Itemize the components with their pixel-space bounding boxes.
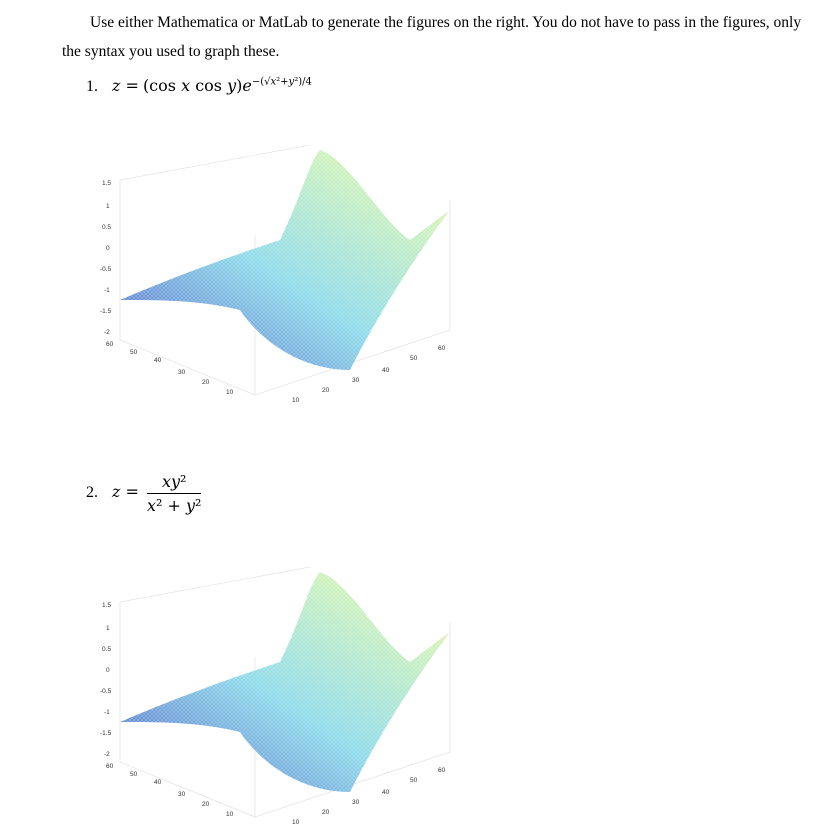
right-tick: 60	[438, 767, 446, 774]
left-tick: 60	[106, 341, 114, 348]
right-tick: 50	[410, 355, 418, 362]
z-tick: -0.5	[100, 266, 112, 273]
left-tick: 50	[130, 349, 138, 356]
right-tick: 10	[292, 397, 300, 404]
right-tick: 30	[352, 799, 360, 806]
surface-plot-2	[80, 562, 480, 832]
z-tick: -2	[104, 751, 110, 758]
right-tick: 40	[382, 367, 390, 374]
problem-2	[86, 472, 201, 515]
fraction-numerator: xy²	[147, 472, 202, 494]
z-axis-ticks	[100, 180, 112, 336]
problem-fraction	[147, 472, 202, 515]
left-tick: 10	[226, 389, 234, 396]
instructions-text: Use either Mathematica or MatLab to generate the figures on the right. You do not have to pass in the figures, only the syntax you used to graph these.	[62, 14, 802, 60]
right-tick: 50	[410, 777, 418, 784]
left-tick: 20	[202, 379, 210, 386]
problem-number: 2.	[86, 484, 98, 502]
right-tick: 40	[382, 789, 390, 796]
z-tick: -1.5	[100, 730, 112, 737]
left-tick: 40	[154, 779, 162, 786]
z-tick: 1	[106, 203, 110, 210]
z-tick: 0.5	[102, 646, 112, 653]
z-tick: -2	[104, 329, 110, 336]
surface-plot-1	[80, 140, 480, 410]
left-tick: 20	[202, 801, 210, 808]
problem-lhs: z =	[112, 482, 139, 502]
right-tick: 10	[292, 819, 300, 826]
z-tick: 0.5	[102, 224, 112, 231]
left-tick: 10	[226, 811, 234, 818]
z-tick: 1.5	[102, 602, 112, 609]
z-tick: -0.5	[100, 688, 112, 695]
z-tick: 0	[106, 667, 110, 674]
z-tick: 1	[106, 625, 110, 632]
left-tick: 40	[154, 357, 162, 364]
fraction-denominator: x² + y²	[146, 496, 202, 515]
surface-plot-svg	[80, 562, 480, 832]
problem-1	[86, 76, 312, 96]
instructions-paragraph	[62, 8, 802, 66]
left-tick: 50	[130, 771, 138, 778]
right-tick: 60	[438, 345, 446, 352]
right-tick: 30	[352, 377, 360, 384]
left-tick: 30	[178, 791, 186, 798]
problem-formula: (cos x $\cos y)e^{-(√x^2+y^2)/4}$	[142, 76, 312, 95]
z-tick: 0	[106, 245, 110, 252]
z-tick: -1.5	[100, 308, 112, 315]
problem-lhs: z =	[112, 76, 139, 95]
left-axis-ticks	[106, 763, 234, 818]
z-axis-ticks	[100, 602, 112, 758]
left-axis-ticks	[106, 341, 234, 396]
left-tick: 60	[106, 763, 114, 770]
z-tick: 1.5	[102, 180, 112, 187]
problem-number: 1.	[86, 78, 98, 95]
z-tick: -1	[104, 709, 110, 716]
right-tick: 20	[322, 387, 330, 394]
surface-plot-svg	[80, 140, 480, 410]
left-tick: 30	[178, 369, 186, 376]
z-tick: -1	[104, 287, 110, 294]
right-tick: 20	[322, 809, 330, 816]
